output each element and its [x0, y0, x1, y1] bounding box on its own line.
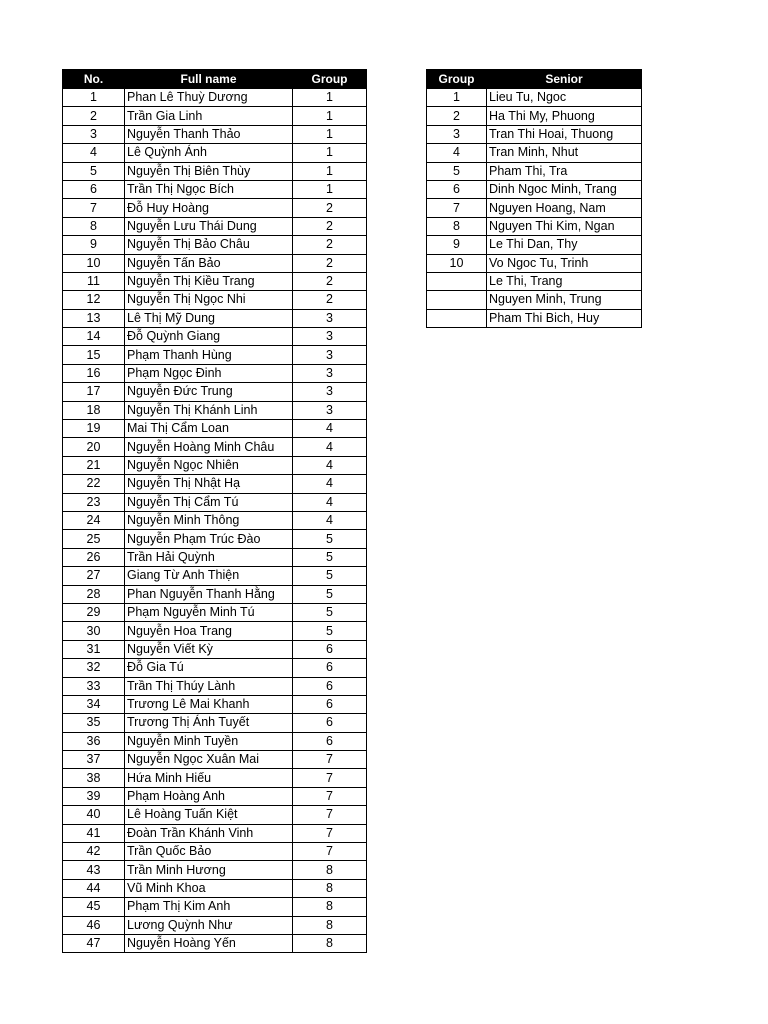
- cell-group: 1: [293, 107, 367, 125]
- table-row: [427, 162, 642, 180]
- table-row: [427, 217, 642, 235]
- cell-full-name: Trần Quốc Bảo: [125, 843, 293, 861]
- cell-full-name: Vũ Minh Khoa: [125, 879, 293, 897]
- cell-no: 23: [63, 493, 125, 511]
- cell-full-name: Nguyễn Hoàng Yến: [125, 934, 293, 952]
- cell-full-name: Lương Quỳnh Như: [125, 916, 293, 934]
- cell-no: 32: [63, 659, 125, 677]
- table-row: [63, 548, 367, 566]
- cell-no: 40: [63, 806, 125, 824]
- cell-no: 10: [63, 254, 125, 272]
- cell-full-name: Trương Thị Ánh Tuyết: [125, 714, 293, 732]
- cell-group: 4: [293, 456, 367, 474]
- seniors-header-row: [427, 70, 642, 89]
- cell-no: 29: [63, 603, 125, 621]
- cell-senior: Pham Thi Bich, Huy: [487, 309, 642, 327]
- cell-full-name: Đỗ Gia Tú: [125, 659, 293, 677]
- cell-no: 5: [63, 162, 125, 180]
- cell-group: 5: [293, 530, 367, 548]
- cell-group: 3: [293, 328, 367, 346]
- cell-group: 8: [293, 934, 367, 952]
- cell-full-name: Nguyễn Ngọc Nhiên: [125, 456, 293, 474]
- cell-full-name: Nguyễn Tấn Bảo: [125, 254, 293, 272]
- table-row: [63, 328, 367, 346]
- cell-senior: Dinh Ngoc Minh, Trang: [487, 180, 642, 198]
- header-no: No.: [63, 70, 125, 89]
- cell-group: 4: [293, 511, 367, 529]
- cell-group: 5: [293, 567, 367, 585]
- cell-full-name: Phạm Ngọc Đinh: [125, 364, 293, 382]
- cell-group: 6: [293, 659, 367, 677]
- cell-group: 3: [293, 309, 367, 327]
- cell-group: 3: [293, 364, 367, 382]
- cell-full-name: Lê Quỳnh Ánh: [125, 144, 293, 162]
- cell-group: 8: [293, 861, 367, 879]
- cell-group: 1: [293, 125, 367, 143]
- cell-group: 1: [293, 180, 367, 198]
- cell-full-name: Nguyễn Ngọc Xuân Mai: [125, 751, 293, 769]
- cell-group: 4: [293, 420, 367, 438]
- cell-full-name: Nguyễn Viết Kỳ: [125, 640, 293, 658]
- cell-no: 26: [63, 548, 125, 566]
- cell-group: 2: [293, 291, 367, 309]
- table-row: [63, 493, 367, 511]
- cell-group: [427, 291, 487, 309]
- table-row: [63, 401, 367, 419]
- cell-no: 7: [63, 199, 125, 217]
- cell-no: 42: [63, 843, 125, 861]
- table-row: [63, 640, 367, 658]
- cell-no: 36: [63, 732, 125, 750]
- table-row: [63, 861, 367, 879]
- cell-group: 4: [293, 475, 367, 493]
- cell-full-name: Nguyễn Phạm Trúc Đào: [125, 530, 293, 548]
- cell-group: 6: [427, 180, 487, 198]
- cell-group: 7: [293, 769, 367, 787]
- table-row: [63, 456, 367, 474]
- cell-no: 31: [63, 640, 125, 658]
- table-row: [63, 346, 367, 364]
- table-row: [63, 659, 367, 677]
- table-row: [63, 787, 367, 805]
- table-row: [63, 199, 367, 217]
- cell-group: 3: [293, 346, 367, 364]
- cell-full-name: Lê Hoàng Tuấn Kiệt: [125, 806, 293, 824]
- cell-no: 21: [63, 456, 125, 474]
- cell-senior: Nguyen Hoang, Nam: [487, 199, 642, 217]
- header-full-name: Full name: [125, 70, 293, 89]
- cell-full-name: Phạm Thị Kim Anh: [125, 898, 293, 916]
- table-row: [427, 254, 642, 272]
- cell-group: 8: [293, 916, 367, 934]
- students-header-row: [63, 70, 367, 89]
- cell-senior: Nguyen Thi Kim, Ngan: [487, 217, 642, 235]
- cell-group: 7: [293, 824, 367, 842]
- table-row: [63, 751, 367, 769]
- cell-no: 34: [63, 695, 125, 713]
- cell-no: 3: [63, 125, 125, 143]
- cell-no: 33: [63, 677, 125, 695]
- table-row: [427, 272, 642, 290]
- table-row: [427, 144, 642, 162]
- cell-group: 8: [427, 217, 487, 235]
- cell-full-name: Trần Thị Thúy Lành: [125, 677, 293, 695]
- cell-full-name: Giang Từ Anh Thiện: [125, 567, 293, 585]
- cell-group: 8: [293, 898, 367, 916]
- cell-group: [427, 272, 487, 290]
- cell-full-name: Nguyễn Đức Trung: [125, 383, 293, 401]
- cell-no: 47: [63, 934, 125, 952]
- cell-full-name: Nguyễn Thị Nhật Hạ: [125, 475, 293, 493]
- cell-no: 8: [63, 217, 125, 235]
- cell-full-name: Mai Thị Cẩm Loan: [125, 420, 293, 438]
- table-row: [427, 107, 642, 125]
- cell-group: 6: [293, 695, 367, 713]
- cell-full-name: Đoàn Trần Khánh Vinh: [125, 824, 293, 842]
- cell-group: 7: [293, 806, 367, 824]
- cell-senior: Le Thi, Trang: [487, 272, 642, 290]
- table-row: [63, 511, 367, 529]
- cell-full-name: Trần Thị Ngọc Bích: [125, 180, 293, 198]
- cell-group: 3: [427, 125, 487, 143]
- cell-group: 2: [293, 236, 367, 254]
- cell-group: 5: [293, 622, 367, 640]
- cell-group: 3: [293, 383, 367, 401]
- cell-full-name: Đỗ Huy Hoàng: [125, 199, 293, 217]
- cell-no: 38: [63, 769, 125, 787]
- cell-group: 9: [427, 236, 487, 254]
- header-senior: Senior: [487, 70, 642, 89]
- table-row: [63, 180, 367, 198]
- cell-no: 15: [63, 346, 125, 364]
- cell-senior: Ha Thi My, Phuong: [487, 107, 642, 125]
- cell-full-name: Nguyễn Thị Bảo Châu: [125, 236, 293, 254]
- cell-group: [427, 309, 487, 327]
- table-row: [63, 824, 367, 842]
- table-row: [63, 89, 367, 107]
- header-group: Group: [293, 70, 367, 89]
- cell-no: 27: [63, 567, 125, 585]
- table-row: [63, 898, 367, 916]
- table-row: [63, 309, 367, 327]
- cell-no: 2: [63, 107, 125, 125]
- cell-group: 7: [293, 751, 367, 769]
- cell-full-name: Nguyễn Minh Thông: [125, 511, 293, 529]
- table-row: [63, 732, 367, 750]
- students-table: [62, 69, 367, 953]
- cell-group: 6: [293, 732, 367, 750]
- cell-full-name: Nguyễn Minh Tuyền: [125, 732, 293, 750]
- cell-group: 1: [427, 89, 487, 107]
- cell-full-name: Nguyễn Hoàng Minh Châu: [125, 438, 293, 456]
- cell-no: 9: [63, 236, 125, 254]
- cell-group: 7: [293, 843, 367, 861]
- cell-group: 10: [427, 254, 487, 272]
- cell-full-name: Phan Nguyễn Thanh Hằng: [125, 585, 293, 603]
- cell-group: 3: [293, 401, 367, 419]
- cell-full-name: Nguyễn Lưu Thái Dung: [125, 217, 293, 235]
- cell-group: 5: [293, 603, 367, 621]
- cell-group: 2: [293, 254, 367, 272]
- table-row: [63, 162, 367, 180]
- cell-full-name: Nguyễn Hoa Trang: [125, 622, 293, 640]
- cell-group: 2: [293, 199, 367, 217]
- table-row: [427, 236, 642, 254]
- cell-no: 44: [63, 879, 125, 897]
- cell-senior: Vo Ngoc Tu, Trinh: [487, 254, 642, 272]
- cell-full-name: Nguyễn Thị Ngọc Nhi: [125, 291, 293, 309]
- table-row: [63, 530, 367, 548]
- cell-group: 1: [293, 162, 367, 180]
- cell-full-name: Trương Lê Mai Khanh: [125, 695, 293, 713]
- cell-no: 45: [63, 898, 125, 916]
- table-row: [63, 843, 367, 861]
- table-row: [63, 107, 367, 125]
- table-row: [63, 420, 367, 438]
- table-row: [63, 217, 367, 235]
- seniors-table: [426, 69, 642, 328]
- table-row: [63, 475, 367, 493]
- cell-senior: Tran Thi Hoai, Thuong: [487, 125, 642, 143]
- table-row: [63, 934, 367, 952]
- cell-group: 1: [293, 89, 367, 107]
- table-row: [63, 236, 367, 254]
- cell-full-name: Trần Hải Quỳnh: [125, 548, 293, 566]
- cell-no: 46: [63, 916, 125, 934]
- cell-full-name: Phạm Hoàng Anh: [125, 787, 293, 805]
- cell-group: 4: [293, 438, 367, 456]
- cell-group: 5: [427, 162, 487, 180]
- cell-full-name: Nguyễn Thị Kiều Trang: [125, 272, 293, 290]
- cell-no: 6: [63, 180, 125, 198]
- cell-senior: Pham Thi, Tra: [487, 162, 642, 180]
- cell-no: 18: [63, 401, 125, 419]
- cell-no: 30: [63, 622, 125, 640]
- table-row: [63, 879, 367, 897]
- table-row: [427, 125, 642, 143]
- table-row: [427, 89, 642, 107]
- cell-full-name: Phạm Thanh Hùng: [125, 346, 293, 364]
- table-row: [63, 585, 367, 603]
- cell-full-name: Nguyễn Thanh Thảo: [125, 125, 293, 143]
- cell-no: 19: [63, 420, 125, 438]
- cell-group: 8: [293, 879, 367, 897]
- table-row: [63, 144, 367, 162]
- cell-full-name: Hứa Minh Hiếu: [125, 769, 293, 787]
- cell-no: 11: [63, 272, 125, 290]
- cell-full-name: Phan Lê Thuỳ Dương: [125, 89, 293, 107]
- table-row: [63, 916, 367, 934]
- table-row: [63, 677, 367, 695]
- cell-full-name: Đỗ Quỳnh Giang: [125, 328, 293, 346]
- table-row: [427, 309, 642, 327]
- cell-group: 5: [293, 585, 367, 603]
- cell-group: 2: [427, 107, 487, 125]
- cell-no: 1: [63, 89, 125, 107]
- table-row: [63, 769, 367, 787]
- table-row: [427, 199, 642, 217]
- table-row: [63, 272, 367, 290]
- table-row: [63, 383, 367, 401]
- table-row: [63, 806, 367, 824]
- cell-no: 41: [63, 824, 125, 842]
- cell-group: 2: [293, 272, 367, 290]
- cell-group: 7: [427, 199, 487, 217]
- cell-no: 28: [63, 585, 125, 603]
- table-row: [63, 254, 367, 272]
- cell-senior: Le Thi Dan, Thy: [487, 236, 642, 254]
- cell-no: 24: [63, 511, 125, 529]
- cell-group: 6: [293, 677, 367, 695]
- cell-group: 4: [293, 493, 367, 511]
- cell-full-name: Phạm Nguyễn Minh Tú: [125, 603, 293, 621]
- cell-no: 43: [63, 861, 125, 879]
- header-group: Group: [427, 70, 487, 89]
- table-row: [427, 291, 642, 309]
- table-row: [63, 125, 367, 143]
- cell-full-name: Nguyễn Thị Cẩm Tú: [125, 493, 293, 511]
- table-row: [63, 622, 367, 640]
- cell-full-name: Trần Minh Hương: [125, 861, 293, 879]
- cell-no: 37: [63, 751, 125, 769]
- cell-full-name: Lê Thị Mỹ Dung: [125, 309, 293, 327]
- cell-full-name: Nguyễn Thị Khánh Linh: [125, 401, 293, 419]
- cell-senior: Nguyen Minh, Trung: [487, 291, 642, 309]
- table-row: [63, 567, 367, 585]
- cell-full-name: Nguyễn Thị Biên Thùy: [125, 162, 293, 180]
- cell-group: 4: [427, 144, 487, 162]
- table-row: [63, 291, 367, 309]
- table-row: [63, 714, 367, 732]
- cell-group: 6: [293, 714, 367, 732]
- cell-no: 13: [63, 309, 125, 327]
- cell-no: 20: [63, 438, 125, 456]
- cell-group: 7: [293, 787, 367, 805]
- cell-no: 16: [63, 364, 125, 382]
- cell-no: 22: [63, 475, 125, 493]
- cell-senior: Lieu Tu, Ngoc: [487, 89, 642, 107]
- table-row: [427, 180, 642, 198]
- cell-no: 4: [63, 144, 125, 162]
- cell-no: 25: [63, 530, 125, 548]
- cell-senior: Tran Minh, Nhut: [487, 144, 642, 162]
- cell-no: 17: [63, 383, 125, 401]
- cell-full-name: Trần Gia Linh: [125, 107, 293, 125]
- cell-no: 12: [63, 291, 125, 309]
- cell-no: 14: [63, 328, 125, 346]
- table-row: [63, 603, 367, 621]
- table-row: [63, 695, 367, 713]
- cell-group: 2: [293, 217, 367, 235]
- cell-group: 5: [293, 548, 367, 566]
- cell-no: 39: [63, 787, 125, 805]
- cell-group: 1: [293, 144, 367, 162]
- table-row: [63, 438, 367, 456]
- table-row: [63, 364, 367, 382]
- cell-group: 6: [293, 640, 367, 658]
- cell-no: 35: [63, 714, 125, 732]
